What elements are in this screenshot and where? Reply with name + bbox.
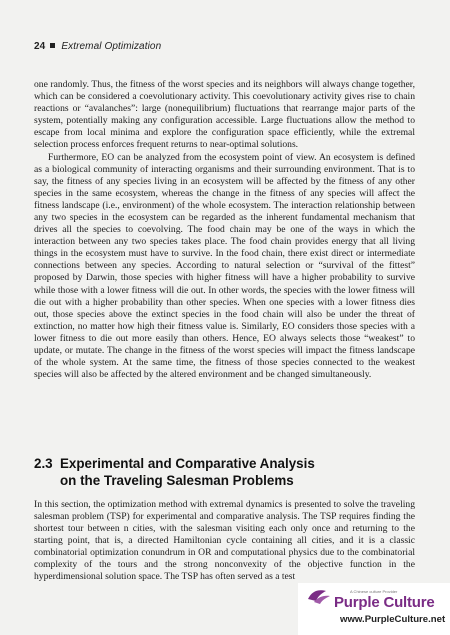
book-title: Extremal Optimization: [61, 41, 162, 52]
watermark-tagline: A Chinese culture Provider: [350, 589, 398, 594]
watermark-url: www.PurpleCulture.net: [340, 614, 446, 625]
section-title-line-1: Experimental and Comparative Analysis: [60, 456, 315, 471]
paragraph-block-middle: [34, 152, 415, 381]
purple-culture-logo-icon: [306, 587, 332, 605]
running-head: [34, 41, 161, 52]
paragraph: In this section, the optimization method with extremal dynamics is presented to solve the traveling salesman problem (TSP) for experimental and comparative analysis. The TSP requires finding the shortest tour between n cities, with the salesman visiting each only once and returning to the starting point, that is, a directed Hamiltonian cycle containing all cities, and it is a classic combinatorial optimization conundrum in OR and computational physics due to the combinatorial complexity of the tours and the strong nonconvexity of the objective function in the hyperdimensional solution space. The TSP has often served as a test: [34, 499, 415, 583]
paragraph-block-top: [34, 79, 415, 151]
paragraph-block-bottom: [34, 499, 415, 583]
section-heading: [34, 455, 415, 489]
watermark: [298, 583, 450, 635]
section-title-line-2: on the Traveling Salesman Problems: [60, 473, 294, 488]
paragraph: one randomly. Thus, the fitness of the worst species and its neighbors will always change together, which can be considered a coevolutionary activity. This coevolutionary activity gives rise to chain reactions or “avalanches”: large (nonequilibrium) fluctuations that rearrange major parts of the system, potentially making any configuration accessible. Large fluctuations allow the method to escape from local minima and explore the configuration space efficiently, while the extremal selection process enforces frequent returns to near-optimal solutions.: [34, 79, 415, 151]
paragraph: Furthermore, EO can be analyzed from the ecosystem point of view. An ecosystem is defined as a biological community of interacting organisms and their surrounding environment. That is to say, the fitness of any species living in an ecosystem will be affected by the fitness of any other species in the same ecosystem, whereas the change in the fitness of any species will affect the fitness landscape (i.e., environment) of the whole ecosystem. The interaction relationship between any two species in the ecosystem can be regarded as the inherent fundamental mechanism that drives all the species to coevolving. The food chain may be one of the ways in which the interaction between any two species takes place. The food chain provides energy that all living things in the ecosystem must have to survive. In the food chain, there exist direct or intermediate connections between any species. According to natural selection or “survival of the fittest” proposed by Darwin, those species with higher fitness will have a higher probability to survive while those with a lower fitness will die out. In other words, the species with the lower fitness will die out with a higher probability than other species. When one species with a lower fitness dies out, those species above the extinct species in the food chain will also be under the threat of extinction, no matter how high their fitness value is. Similarly, EO considers those species with a lower fitness to die out more easily than others. Hence, EO always selects those “weakest” to update, or mutate. The change in the fitness of the worst species will impact the fitness landscape of the whole system. At the same time, the fitness of those species connected to the weakest species will also be affected by the altered environment and be changed simultaneously.: [34, 152, 415, 380]
page-number: 24: [34, 41, 46, 52]
section-number: 2.3: [34, 456, 53, 471]
square-bullet-icon: [50, 43, 55, 48]
watermark-brand: Purple Culture: [334, 594, 435, 611]
